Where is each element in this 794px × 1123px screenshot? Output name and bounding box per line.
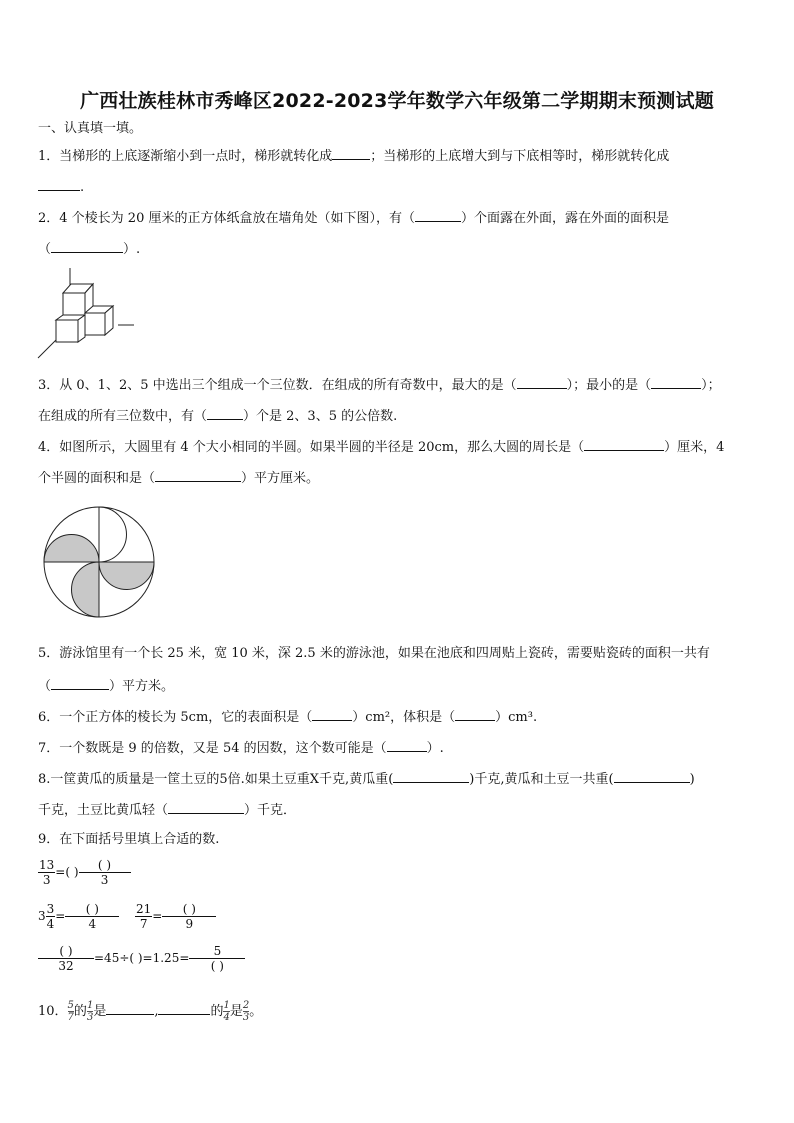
answer-blank[interactable] <box>312 708 352 721</box>
answer-blank[interactable] <box>393 770 469 783</box>
cubes-corner-figure <box>36 268 136 360</box>
answer-blank[interactable] <box>155 469 241 482</box>
answer-blank[interactable] <box>51 240 123 253</box>
fraction[interactable]: ( ) 4 <box>65 902 119 931</box>
answer-blank[interactable] <box>168 801 244 814</box>
answer-paren[interactable]: =( ) <box>55 865 79 879</box>
answer-blank[interactable] <box>207 407 243 420</box>
question-2: 2．4 个棱长为 20 厘米的正方体纸盒放在墙角处（如下图），有（ ）个面露在外面，露在外面的面积是 <box>38 211 669 226</box>
answer-blank[interactable] <box>415 209 461 222</box>
fraction: $\frac{21}{7}$ <box>136 902 152 931</box>
question-9: 9．在下面括号里填上合适的数. <box>38 832 220 847</box>
answer-blank[interactable] <box>517 376 567 389</box>
answer-blank[interactable] <box>584 438 664 451</box>
fraction: $\frac{2}{3}$ <box>242 1000 250 1023</box>
question-4-cont: 个半圆的面积和是（ ）平方厘米。 <box>38 471 320 486</box>
circle-semicircles-figure <box>42 505 156 619</box>
page-title: 广西壮族桂林市秀峰区2022-2023学年数学六年级第二学期期末预测试题 <box>80 90 714 112</box>
fraction[interactable]: ( ) 32 <box>38 944 94 973</box>
question-4: 4．如图所示，大圆里有 4 个大小相同的半圆。如果半圆的半径是 20cm，那么大圆的周长是（ ）厘米，4 <box>38 440 725 455</box>
question-2-cont: （ ）. <box>38 242 141 257</box>
question-1-cont: . <box>38 178 84 196</box>
answer-paren[interactable]: =45÷( )=1.25= <box>94 951 190 965</box>
fraction: $\frac{5}{7}$ <box>67 1000 74 1023</box>
answer-blank[interactable] <box>332 147 370 160</box>
math-line-1 <box>38 858 131 887</box>
answer-blank[interactable] <box>38 178 80 191</box>
fraction: $\frac{13}{3}$ <box>39 858 55 887</box>
fraction: $\frac{1}{4}$ <box>223 1000 230 1023</box>
question-5-cont: （ ）平方米。 <box>38 679 175 694</box>
math-line-2: 3 $\frac{3}{4}$ = ( ) 4 $\frac{21}{7}$ = ( ) 9 <box>38 902 216 931</box>
answer-blank[interactable] <box>614 770 690 783</box>
question-8: 8.一筐黄瓜的质量是一筐土豆的5倍.如果土豆重X千克,黄瓜重( )千克,黄瓜和土豆一共重( ) <box>38 772 695 787</box>
question-1: 1．当梯形的上底逐渐缩小到一点时，梯形就转化成 ；当梯形的上底增大到与下底相等时，梯形就转化成 <box>38 149 670 164</box>
fraction[interactable]: ( ) 9 <box>162 902 216 931</box>
question-3: 3．从 0、1、2、5 中选出三个组成一个三位数．在组成的所有奇数中，最大的是（ ）；最小的是（ ）； <box>38 378 721 393</box>
fraction: $\frac{3}{4}$ <box>46 902 55 931</box>
fraction[interactable]: ( ) 3 <box>79 858 131 887</box>
answer-blank[interactable] <box>51 677 109 690</box>
question-5: 5．游泳馆里有一个长 25 米，宽 10 米，深 2.5 米的游泳池，如果在池底和四周贴上瓷砖，需要贴瓷砖的面积一共有 <box>38 646 710 661</box>
question-6: 6．一个正方体的棱长为 5cm，它的表面积是（ ）cm²，体积是（ ）cm³. <box>38 710 538 725</box>
fraction: $\frac{1}{3}$ <box>86 1000 94 1023</box>
answer-blank[interactable] <box>455 708 495 721</box>
question-10: 10． $\frac{5}{7}$的 $\frac{1}{3}$是 , 的 $\frac{1}{4}$是 $\frac{2}{3}$。 <box>38 1000 263 1023</box>
answer-blank[interactable] <box>106 1002 154 1015</box>
answer-blank[interactable] <box>651 376 701 389</box>
math-line-3 <box>38 944 245 973</box>
section-heading: 一、认真填一填。 <box>38 121 143 136</box>
fraction[interactable]: 5 ( ) <box>189 944 245 973</box>
question-8-cont: 千克，土豆比黄瓜轻（ ）千克． <box>38 803 297 818</box>
question-3-cont: 在组成的所有三位数中，有（ ）个是 2、3、5 的公倍数. <box>38 409 398 424</box>
question-7: 7．一个数既是 9 的倍数，又是 54 的因数，这个数可能是（ ）. <box>38 741 444 756</box>
answer-blank[interactable] <box>158 1002 210 1015</box>
answer-blank[interactable] <box>387 739 427 752</box>
